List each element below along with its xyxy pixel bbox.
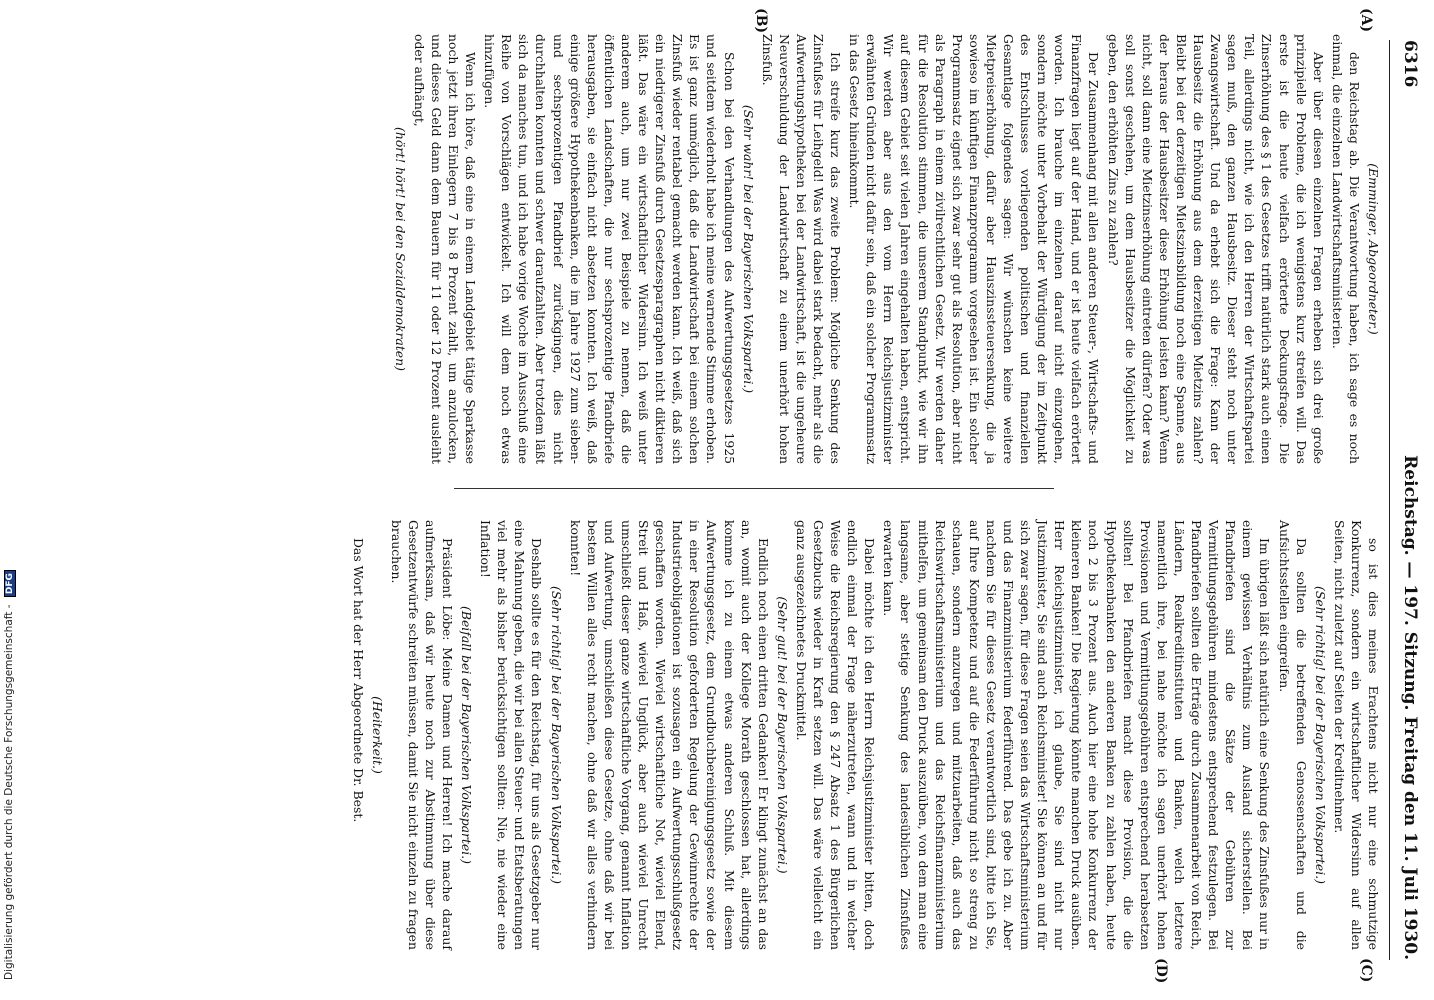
interjection: (Sehr richtig! bei der Bayerischen Volkspartei.)	[548, 585, 564, 885]
paragraph: (Emminger, Abgeordneter.)	[1366, 163, 1381, 335]
paragraph: Endlich noch einen dritten Gedanken! Er klingt zunächst an das an, womit auch der Kollege Morath geschlossen hat, allerdings komme ich zu einem etwas anderen Schluß. Mit diesem Aufwertungsgesetz, dem Grundbuchbereinigungsgesetz sowie der in einer Resolution geforderten Regelung der Gewinnrechte der Industrieobligationen ist sozusagen ein Aufwertungsschlußgesetz geschaffen worden. Wieviel wirtschaftliche Not, wieviel Elend, Streit und Haß, wieviel Unglück, aber auch wieviel Unrecht umschließt dieser ganze wirtschaftliche Vorgang, genannt Inflation und Aufwertung, umschließen diese Gesetze, ohne daß wir bei bestem Willen alles recht machen, ohne daß wir alles verhindern konnten!	[567, 520, 771, 950]
margin-mark-b: (B)	[753, 8, 769, 34]
header-rule	[1389, 40, 1390, 960]
left-column	[390, 34, 1382, 464]
paragraph: Aber über diesen einzelnen Fragen erheben sich drei große prinzipielle Probleme, die ich wenigstens kurz streifen will. Das erste ist die heute vielfach erörterte Deckungsfrage. Die Zinserhöhung des § 1 des Gesetzes trifft natürlich stark auch einen Teil, allerdings nicht, wie ich den Herren der Wirtschaftspartei sagen muß, den ganzen Hausbesitz. Dieser steht noch unter Zwangswirtschaft. Und da erhebt sich die Frage: Kann der Hausbesitz die Erhöhung aus dem derzeitigen Mietzins zahlen? Bleibt bei der derzeitigen Mietszinsbildung noch eine Spanne, aus der heraus der Hausbesitzer diese Erhöhung leisten kann? Wenn nicht, soll dann eine Mietzinserhöhung eintreten dürfen? Oder was soll sonst geschehen, um dem Hausbesitzer die Möglichkeit zu geben, den erhöhten Zins zu zahlen?	[1105, 34, 1326, 464]
column-divider	[454, 488, 1054, 489]
interjection: (Sehr richtig! bei der Bayerischen Volkspartei.)	[1312, 585, 1328, 885]
interjection: (Sehr gut! bei der Bayerischen Volkspartei.)	[774, 596, 790, 874]
paragraph: Der Zusammenhang mit allen anderen Steuer-, Wirtschafts- und Finanzfragen liegt auf der Hand, und er ist heute vielfach erörtert worden. Ich brauche im einzelnen darauf nicht einzugehen, sondern möchte unter Vorbehalt der Würdigung der im Zeitpunkt des Entschlusses vorliegenden politischen und finanziellen Gesamtlage folgendes sagen: Wir wünschen keine weitere Mietpreiserhöhung, dafür aber Hauszinssteuersenkung, die ja sowieso im künftigen Finanzprogramm vorgesehen ist. Ein solcher Programmsatz eignet sich zwar sehr gut als Resolution, aber nicht als Paragraph in einem zivilrechtlichen Gesetz. Wir werden daher für die Resolution stimmen, die unserem Standpunkt, wie wir ihn auf diesem Gebiet seit vielen Jahren eingehalten haben, entspricht. Wir werden aber aus den vom Herrn Reichsjustizminister erwähnten Gründen nicht dafür sein, daß ein solcher Programmsatz in das Gesetz hineinkommt.	[847, 34, 1102, 464]
dfg-logo-icon: DFG	[4, 570, 16, 597]
digitization-sidebar	[3, 0, 19, 1000]
page-number: 6316	[1400, 40, 1420, 88]
credit-text: Digitalisierung gefördert durch die Deutsche Forschungsgemeinschaft -	[3, 604, 15, 980]
paragraph: Deshalb sollte es für den Reichstag, für uns als Gesetzgeber nur eine Mahnung geben, die wir bei allen Steuer- und Etatsberatungen viel mehr als bisher berücksichtigen sollten: Nie, nie wieder eine Inflation!	[478, 520, 545, 950]
paragraph: Dabei möchte ich den Herrn Reichsjustizminister bitten, doch endlich einmal der Frage näherzutreten, wann und in welcher Weise die Reichsregierung den § 247 Absatz 1 des Bürgerlichen Gesetzbuchs wieder in Kraft setzen will. Das wäre vielleicht ein ganz ausgezeichnetes Druckmittel.	[793, 520, 878, 950]
interjection: (hört! hört! bei den Sozialdemokraten)	[392, 127, 408, 371]
page-title: Reichstag. — 197. Sitzung. Freitag den 11. Juli 1930.	[1400, 455, 1420, 960]
page-header	[1392, 40, 1420, 960]
paragraph: Präsident Löbe: Meine Damen und Herren! Ich mache darauf aufmerksam, daß wir heute noch zur Abstimmung über diese Gesetzentwürfe schreiten müssen, damit Sie nicht einzeln zu fragen brauchen.	[388, 520, 456, 950]
margin-mark-d: (D)	[1153, 958, 1169, 984]
margin-mark-c: (C)	[1358, 958, 1374, 983]
paragraph: den Reichstag ab. Die Verantwortung haben, ich sage es noch einmal, die einzelnen Landwirtschaftsministerien.	[1329, 34, 1362, 464]
paragraph: Das Wort hat der Herr Abgeordnete Dr. Best.	[350, 538, 366, 823]
paragraph: so ist dies meines Erachtens nicht nur eine schmutzige Konkurrenz, sondern ein wirtschaftlicher Widersinn auf allen Seiten, nicht zuletzt auf Seiten der Kreditnehmer.	[1331, 520, 1381, 950]
paragraph: Ich streife kurz das zweite Problem: Mögliche Senkung des Zinsfußes für Leihgeld! Was wird dabei stark bedacht, mehr als die Aufwertungshypotheken bei der Landwirtschaft, ist die ungeheure Neuverschuldung der Landwirtschaft zu einem unerhört hohen Zinsfuß.	[759, 34, 844, 464]
right-column	[347, 520, 1382, 950]
paragraph: Da sollten die betreffenden Genossenschaften und die Aufsichtsstellen eingreifen.	[1276, 520, 1309, 950]
interjection: (Beifall bei der Bayerischen Volkspartei.)	[459, 606, 475, 864]
margin-mark-a: (A)	[1358, 8, 1374, 33]
paragraph: Schon bei den Verhandlungen des Aufwertungsgesetzes 1925 und seitdem wiederholt habe ich meine warnende Stimme erhoben. Es ist ganz unmöglich, daß die Landwirtschaft bei einem solchen Zinsfuß wieder rentabel gemacht werden kann. Ich weiß, daß sich ein niedrigerer Zinsfuß durch Gesetzesparagraphen nicht diktieren läßt. Das wäre ein wirtschaftlicher Widersinn. Ich weiß unter anderem auch, um nur zwei Beispiele zu nennen, daß die öffentlichen Landschaften, die nur sechsprozentige Pfandbriefe herausgaben, sie einfach nicht absetzen konnten. Ich weiß, daß einige größere Hypothekenbanken, die im Jahre 1927 zum sieben- und sechsprozentigen Pfandbrief zurückgingen, dies nicht durchhalten konnten und schwer daraufzahlten. Aber trotzdem läßt sich da manches tun, und ich habe vorige Woche im Ausschuß eine Reihe von Vorschlägen entwickelt. Ich will dem noch etwas hinzufügen.	[482, 34, 737, 464]
interjection: (Heiterkeit.)	[369, 696, 385, 774]
interjection: (Sehr wahr! bei der Bayerischen Volkspartei.)	[740, 104, 756, 394]
paragraph: Wenn ich höre, daß eine in einem Landgebiet tätige Sparkasse noch jetzt ihren Einlegern 7 bis 8 Prozent zahlt, um anzulocken, und dieses Geld dann dem Bauern für 11 oder 12 Prozent ausleiht oder aufhängt,	[411, 34, 479, 464]
digitization-credit	[3, 0, 16, 1000]
paragraph: Im übrigen läßt sich natürlich eine Senkung des Zinsfußes nur in einem gewissen Verhältnis zum Ausland sicherstellen. Bei Pfandbriefen sind die Sätze der Gebühren zur Vermittlungsgebühren mindestens entsprechend festzulegen. Bei Pfandbriefen sollten die Erträge durch Zusammenarbeit von Reich, Ländern, Realkreditinstituten und Banken, welch letztere namentlich ihre, bei nahe möchte ich sagen unerhört hohen Provisionen und Vermittlungsgebühren entsprechend herabsetzen sollten! Bei Pfandbriefen macht diese Provision, die die Hypothekenbanken den anderen Banken zu zahlen haben, heute noch 2 bis 3 Prozent aus. Auch hier eine hohe Konkurrenz der kleineren Banken! Die Regierung könnte manchen Druck ausüben. Herr Reichsjustizminister, ich glaube, Sie sind nicht nur Justizminister, Sie sind auch Reichsminister! Sie können an und für sich zwar sagen, für diese Fragen seien das Wirtschaftsministerium und das Finanzministerium federführend. Das gebe ich zu. Aber nachdem Sie für dieses Gesetz verantwortlich sind, bitte ich Sie, auf Ihre Kompetenz und auf die Federführung nicht so streng zu schauen, sondern anzuregen und mitzuarbeiten, daß auch das Reichswirtschaftsministerium und das Reichsfinanzministerium mithelfen, um gemeinsam den Druck auszuüben, von dem man eine langsame, aber stetige Senkung des landesüblichen Zinsfußes erwarten kann.	[881, 520, 1273, 950]
